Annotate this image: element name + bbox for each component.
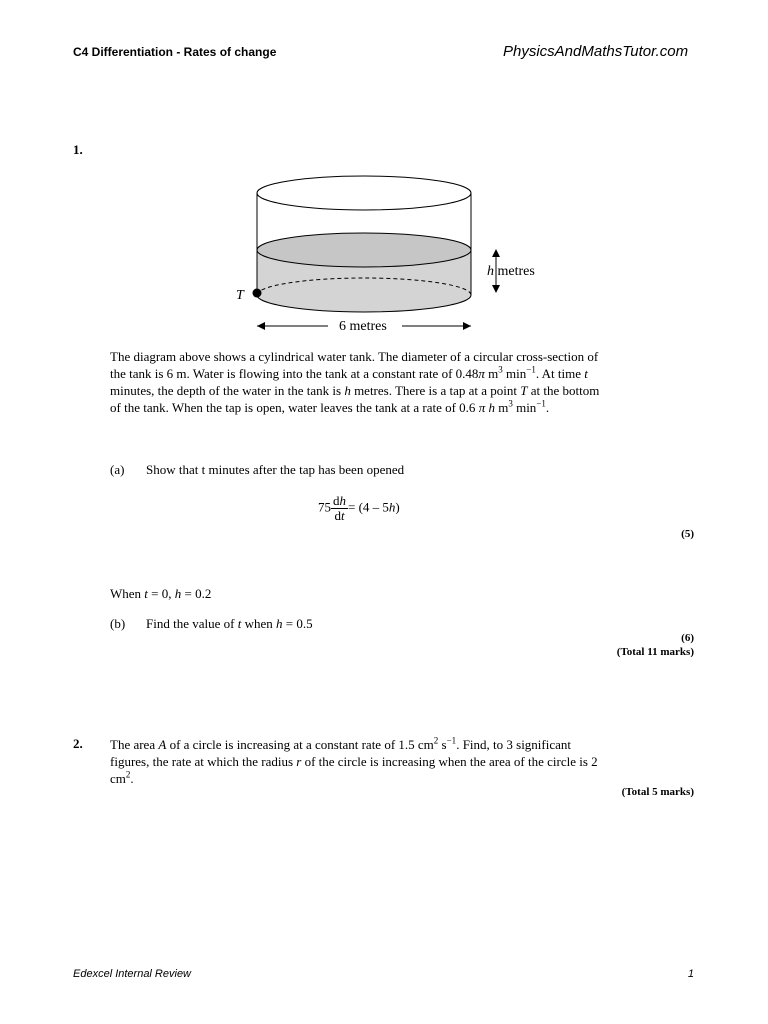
height-arrow-down [492,285,500,293]
diameter-arrow-left-head [257,322,265,330]
question-1-total-marks: (Total 11 marks) [616,646,694,658]
tap-point-marker [253,289,262,298]
q2-line-3: $cm^2$. [110,769,134,786]
q1-line-4: of the tank. When the tap is open, water leaves the tank at a rate of 0.6 π h $m^3$ $\min^{-1}$. [110,398,550,415]
question-2-total-marks: (Total 5 marks) [621,786,694,798]
question-1-number: 1. [73,142,83,157]
differential-equation: 75 $\frac{dh}{dt}$ = (4 – 5h) [318,493,400,523]
q2-line-1: The area A of a circle is increasing at a constant rate of 1.5 $cm^2$ $s^{-1}$. Find, to 3 significant [110,735,572,752]
diameter-arrow-right-head [463,322,471,330]
height-arrow-up [492,249,500,257]
question-2-number: 2. [73,736,83,751]
water-surface [257,233,471,267]
footer-source: Edexcel Internal Review [73,968,192,980]
question-1-stem [110,348,670,416]
tank-top-rim [257,176,471,210]
initial-condition: When t = 0, h = 0.2 [110,586,212,601]
part-a-text: Show that t minutes after the tap has been opened [146,462,405,477]
dh-dt-fraction: $\frac{dh}{dt}$ [333,493,346,523]
q2-line-2: figures, the rate at which the radius r of the circle is increasing when the area of the circle is 2 [110,754,598,769]
cylinder-tank-diagram [230,170,560,340]
tap-label: T [236,288,244,303]
part-b-marks: (6) [681,632,694,644]
part-a-marks: (5) [681,528,694,540]
question-2-stem [110,736,670,787]
q1-line-3: minutes, the depth of the water in the tank is h metres. There is a tap at a point T at the bottom [110,383,600,398]
document-title: C4 Differentiation - Rates of change [73,45,277,59]
site-name: PhysicsAndMathsTutor.com [503,43,689,60]
part-a-label: (a) [110,462,125,477]
height-label: h metres [487,264,535,279]
part-b-text: Find the value of t when h = 0.5 [146,616,313,631]
q1-line-1: The diagram above shows a cylindrical water tank. The diameter of a circular cross-section of [110,349,599,364]
part-b-label: (b) [110,616,126,631]
q1-line-2: the tank is 6 m. Water is flowing into the tank at a constant rate of 0.48π $m^3$ $\min^{-1}$. At time t [110,364,588,381]
diameter-label: 6 metres [339,319,387,334]
page-number: 1 [687,968,694,980]
